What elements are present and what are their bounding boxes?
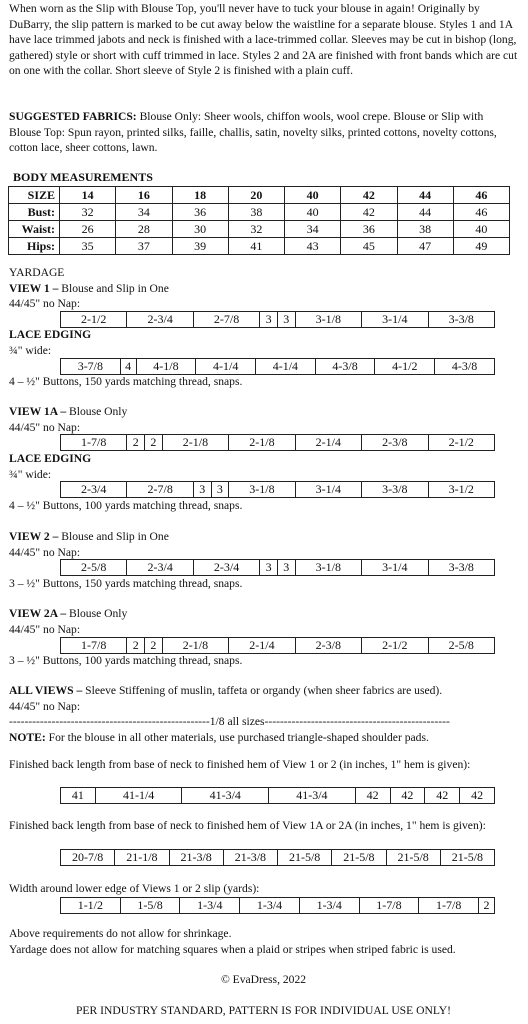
view2a-table xyxy=(60,637,495,654)
table-cell: 2-3/4 xyxy=(127,312,193,328)
value-row xyxy=(61,898,495,914)
yardage-title: YARDAGE xyxy=(9,266,65,279)
table-cell: 3-1/8 xyxy=(229,482,295,498)
table-cell: 2-3/8 xyxy=(295,638,361,654)
view1a-notions: 4 – ½" Buttons, 100 yards matching thread, snaps. xyxy=(9,499,243,512)
table-cell: 3 xyxy=(277,560,295,576)
value-row xyxy=(61,560,495,576)
table-cell: 41-3/4 xyxy=(182,788,269,804)
view2a-width: 44/45" no Nap: xyxy=(9,622,81,636)
table-cell: 41 xyxy=(228,238,284,255)
table-cell: 3-1/2 xyxy=(428,482,495,498)
table-cell: 2-1/2 xyxy=(428,435,495,451)
view1-lace-heading: LACE EDGING xyxy=(9,328,92,341)
table-cell: 3 xyxy=(193,482,211,498)
table-cell: 2-3/4 xyxy=(127,560,193,576)
view2a-heading: VIEW 2A – Blouse Only xyxy=(9,607,128,620)
table-cell: 1-7/8 xyxy=(61,638,127,654)
slip-width-table xyxy=(60,897,495,914)
table-cell: 3-7/8 xyxy=(61,359,121,375)
body-measurements-table xyxy=(8,186,510,255)
value-row xyxy=(61,359,495,375)
table-cell: 49 xyxy=(453,238,509,255)
fabrics-text xyxy=(9,109,518,156)
industry-standard-note: PER INDUSTRY STANDARD, PATTERN IS FOR INDIVIDUAL USE ONLY! xyxy=(75,1004,452,1017)
table-cell: 2-1/8 xyxy=(162,435,228,451)
table-cell: 3-1/8 xyxy=(295,312,361,328)
table-cell: 26 xyxy=(60,221,116,238)
view2a-notions: 3 – ½" Buttons, 100 yards matching thread, snaps. xyxy=(9,654,243,667)
table-cell: 3-3/8 xyxy=(428,560,495,576)
table-cell: 3 xyxy=(260,312,278,328)
table-cell: 40 xyxy=(453,221,509,238)
table-cell: 3-1/8 xyxy=(295,560,361,576)
table-cell: 40 xyxy=(285,204,341,221)
row-label: Waist: xyxy=(9,221,60,238)
table-cell: 32 xyxy=(228,221,284,238)
table-cell: 28 xyxy=(116,221,172,238)
table-cell: 34 xyxy=(285,221,341,238)
view2-heading: VIEW 2 – Blouse and Slip in One xyxy=(9,530,169,543)
table-cell: 38 xyxy=(228,204,284,221)
table-cell: 3-3/8 xyxy=(362,482,428,498)
table-cell: 36 xyxy=(341,221,397,238)
shrinkage-note: Above requirements do not allow for shrinkage. xyxy=(9,927,232,940)
body-measurements-row xyxy=(9,238,510,255)
table-cell: 3 xyxy=(277,312,295,328)
table-cell: 4-3/8 xyxy=(315,359,375,375)
table-cell: 2 xyxy=(145,435,163,451)
table-cell: 38 xyxy=(397,221,453,238)
value-row xyxy=(61,435,495,451)
table-cell: 46 xyxy=(453,204,509,221)
table-cell: 2-5/8 xyxy=(61,560,127,576)
table-cell: 37 xyxy=(116,238,172,255)
table-cell: 20-7/8 xyxy=(61,850,115,866)
table-cell: 42 xyxy=(425,788,460,804)
view1a-lace-width: ¾" wide: xyxy=(9,467,52,481)
table-cell: 46 xyxy=(453,187,509,204)
fabrics-section xyxy=(9,109,518,156)
view1-heading: VIEW 1 – Blouse and Slip in One xyxy=(9,281,169,295)
table-cell: 40 xyxy=(285,187,341,204)
yardage-section xyxy=(9,265,518,312)
table-cell: 1-5/8 xyxy=(120,898,180,914)
table-cell: 3-1/4 xyxy=(362,312,428,328)
table-cell: 3-3/8 xyxy=(428,312,495,328)
view1-lace-width: ¾" wide: xyxy=(9,343,52,357)
body-measurements-row xyxy=(9,221,510,238)
view1-table xyxy=(60,311,495,328)
view1a-heading: VIEW 1A – Blouse Only xyxy=(9,405,128,418)
table-cell: 42 xyxy=(355,788,390,804)
table-cell: 2-3/8 xyxy=(362,435,428,451)
table-cell: 2-1/4 xyxy=(229,638,295,654)
fabrics-label: SUGGESTED FABRICS: xyxy=(9,110,137,123)
back-length-1-text: Finished back length from base of neck to finished hem of View 1 or 2 (in inches, 1" hem is given): xyxy=(9,758,471,771)
table-cell: 4-1/2 xyxy=(375,359,435,375)
value-row xyxy=(61,312,495,328)
table-cell: 2-1/2 xyxy=(362,638,428,654)
table-cell: 4-1/4 xyxy=(256,359,316,375)
view2a-section xyxy=(9,606,518,637)
view1a-table xyxy=(60,434,495,451)
body-measurements xyxy=(9,170,518,186)
view1a-width: 44/45" no Nap: xyxy=(9,420,81,434)
table-cell: 2-7/8 xyxy=(127,482,193,498)
row-label: SIZE xyxy=(9,187,60,204)
intro-text: When worn as the Slip with Blouse Top, you'll never have to tuck your blouse in again! Originally by DuBarry, the slip pattern is marked to be cut away below the waistline for a separate blouse. Styles 1 and 1A have lace trimmed jabots and neck is finished with a lace-trimmed collar. Sleeves may be cut in bishop (long, gathered) style or short with cuff trimmed in lace. Styles 2 and 2A are finished with front bands which are cut on one with the collar. Short sleeve of Style 2 is finished with a plain cuff. xyxy=(9,2,518,77)
table-cell: 1-1/2 xyxy=(61,898,121,914)
back-length-2-table xyxy=(60,849,495,866)
view1a-lace-table xyxy=(60,481,495,498)
table-cell: 2 xyxy=(145,638,163,654)
table-cell: 2 xyxy=(479,898,495,914)
all-views-section xyxy=(9,683,518,745)
row-label: Bust: xyxy=(9,204,60,221)
value-row xyxy=(61,638,495,654)
table-cell: 42 xyxy=(460,788,495,804)
table-cell: 36 xyxy=(172,204,228,221)
table-cell: 2 xyxy=(127,638,145,654)
table-cell: 3-1/4 xyxy=(362,560,428,576)
all-sizes-divider: ----------------------------------------------------1/8 all sizes------------------------------------------------ xyxy=(9,715,450,728)
table-cell: 1-7/8 xyxy=(359,898,419,914)
table-cell: 3 xyxy=(211,482,229,498)
all-views-width: 44/45" no Nap: xyxy=(9,699,81,713)
row-label: Hips: xyxy=(9,238,60,255)
value-row xyxy=(61,788,495,804)
table-cell: 32 xyxy=(60,204,116,221)
copyright: © EvaDress, 2022 xyxy=(220,973,307,986)
view2-notions: 3 – ½" Buttons, 150 yards matching thread, snaps. xyxy=(9,577,243,590)
table-cell: 2-1/4 xyxy=(295,435,361,451)
slip-width-text: Width around lower edge of Views 1 or 2 slip (yards): xyxy=(9,882,260,895)
table-cell: 2-1/2 xyxy=(61,312,127,328)
table-cell: 21-1/8 xyxy=(115,850,169,866)
view1-notions: 4 – ½" Buttons, 150 yards matching thread, snaps. xyxy=(9,375,243,388)
table-cell: 21-5/8 xyxy=(386,850,440,866)
view2-width: 44/45" no Nap: xyxy=(9,545,81,559)
table-cell: 1-3/4 xyxy=(240,898,300,914)
table-cell: 42 xyxy=(341,187,397,204)
table-cell: 44 xyxy=(397,187,453,204)
table-cell: 21-5/8 xyxy=(278,850,332,866)
body-measurements-row xyxy=(9,187,510,204)
value-row xyxy=(61,482,495,498)
table-cell: 1-3/4 xyxy=(299,898,359,914)
table-cell: 21-5/8 xyxy=(440,850,494,866)
body-measurements-row xyxy=(9,204,510,221)
table-cell: 2-1/8 xyxy=(162,638,228,654)
table-cell: 39 xyxy=(172,238,228,255)
back-length-1-table xyxy=(60,787,495,804)
table-cell: 2-1/8 xyxy=(229,435,295,451)
view1-width: 44/45" no Nap: xyxy=(9,297,81,310)
table-cell: 43 xyxy=(285,238,341,255)
note: NOTE: For the blouse in all other materials, use purchased triangle-shaped shoulder pads. xyxy=(9,730,429,744)
table-cell: 45 xyxy=(341,238,397,255)
table-cell: 42 xyxy=(390,788,425,804)
footer-notes xyxy=(9,926,518,957)
table-cell: 21-3/8 xyxy=(223,850,277,866)
view1a-section xyxy=(9,404,518,435)
table-cell: 42 xyxy=(341,204,397,221)
table-cell: 21-5/8 xyxy=(332,850,386,866)
view1-lace-table xyxy=(60,358,495,375)
table-cell: 4-3/8 xyxy=(435,359,495,375)
table-cell: 2-5/8 xyxy=(428,638,495,654)
table-cell: 1-7/8 xyxy=(419,898,479,914)
view1a-lace-section xyxy=(9,451,518,482)
body-measurements-title: BODY MEASUREMENTS xyxy=(13,170,153,184)
table-cell: 41 xyxy=(61,788,96,804)
table-cell: 44 xyxy=(397,204,453,221)
plaid-note: Yardage does not allow for matching squares when a plaid or stripes when striped fabric is used. xyxy=(9,942,456,956)
table-cell: 34 xyxy=(116,204,172,221)
table-cell: 35 xyxy=(60,238,116,255)
table-cell: 4-1/4 xyxy=(196,359,256,375)
table-cell: 2-7/8 xyxy=(193,312,259,328)
table-cell: 4 xyxy=(120,359,136,375)
table-cell: 21-3/8 xyxy=(169,850,223,866)
table-cell: 2 xyxy=(127,435,145,451)
table-cell: 3-1/4 xyxy=(295,482,361,498)
view2-section xyxy=(9,529,518,560)
intro-section xyxy=(9,1,518,79)
back-length-2-text: Finished back length from base of neck to finished hem of View 1A or 2A (in inches, 1" hem is given): xyxy=(9,819,486,832)
table-cell: 14 xyxy=(60,187,116,204)
table-cell: 1-7/8 xyxy=(61,435,127,451)
table-cell: 3 xyxy=(260,560,278,576)
table-cell: 47 xyxy=(397,238,453,255)
table-cell: 2-3/4 xyxy=(193,560,259,576)
table-cell: 20 xyxy=(228,187,284,204)
table-cell: 41-1/4 xyxy=(95,788,182,804)
view1-lace-section xyxy=(9,327,518,358)
view1a-lace-heading: LACE EDGING xyxy=(9,452,92,465)
table-cell: 30 xyxy=(172,221,228,238)
table-cell: 2-3/4 xyxy=(61,482,127,498)
table-cell: 41-3/4 xyxy=(269,788,356,804)
view2-table xyxy=(60,559,495,576)
value-row xyxy=(61,850,495,866)
table-cell: 16 xyxy=(116,187,172,204)
table-cell: 4-1/8 xyxy=(136,359,196,375)
table-cell: 18 xyxy=(172,187,228,204)
table-cell: 1-3/4 xyxy=(180,898,240,914)
all-views-heading: ALL VIEWS – Sleeve Stiffening of muslin, taffeta or organdy (when sheer fabrics are used). xyxy=(9,684,443,697)
fabrics-list: Blouse Only: Sheer wools, chiffon wools, wool crepe. Blouse or Slip with Blouse Top: Spun rayon, printed silks, faille, challis, satin, novelty silks, printed cottons, novelty cottons, cotton lace, sheer cottons, lawn. xyxy=(9,110,497,154)
